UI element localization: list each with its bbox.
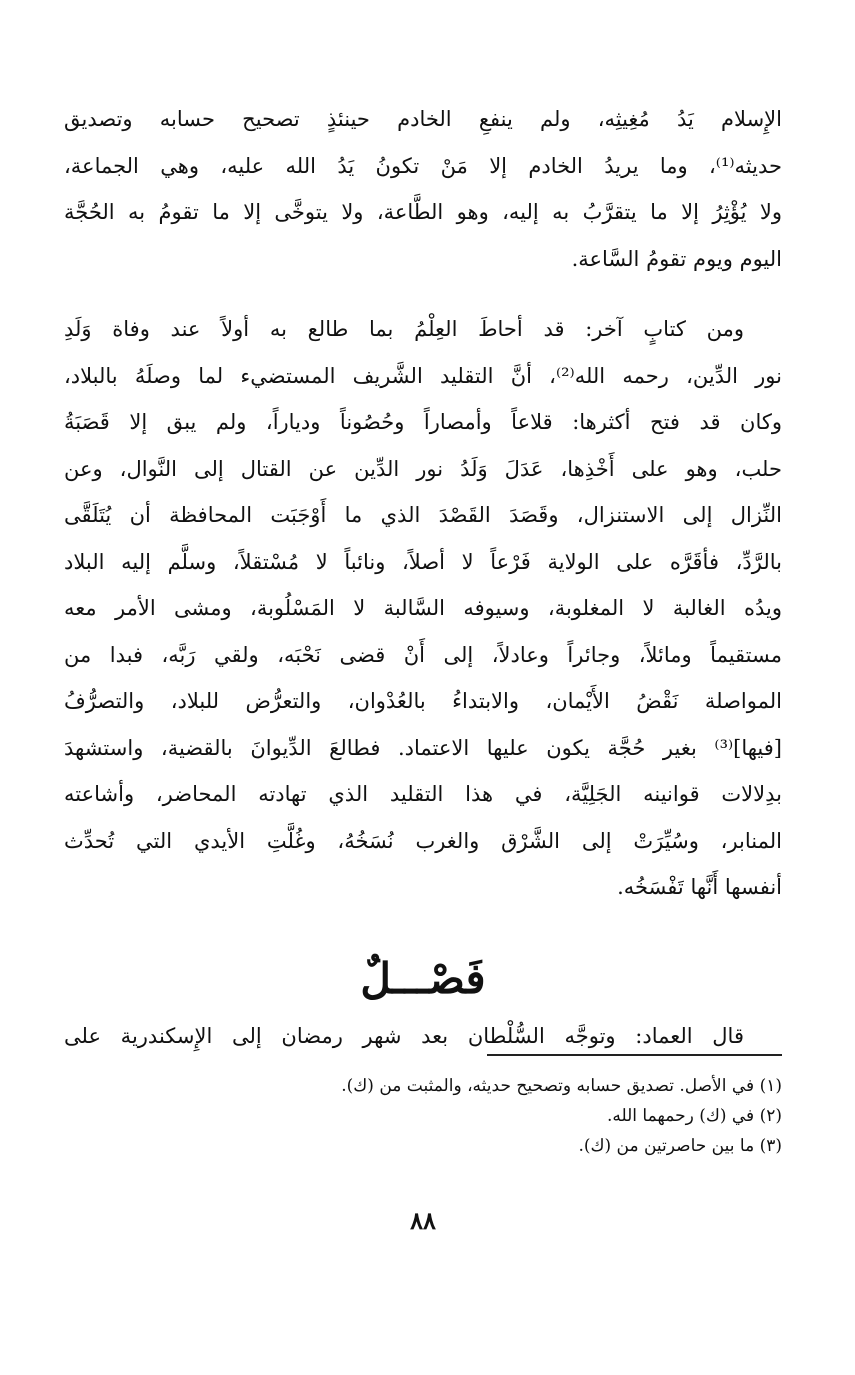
footnotes bbox=[64, 1071, 782, 1161]
text-line: الإِسلام يَدُ مُغِيثِه، ولم ينفعِ الخادم حينئذٍ تصحيح حسابه وتصديق bbox=[64, 107, 782, 131]
text-line: المنابر، وسُيِّرَتْ إلى الشَّرْق والغرب نُسَخُهُ، وغُلَّتِ الأيدي التي تُحدِّث bbox=[64, 828, 782, 853]
paragraph-1 bbox=[64, 96, 782, 282]
text-line: ولا يُؤْثِرُ إلا ما يتقرَّبُ به إليه، وهو الطَّاعة، ولا يتوخَّى إلا ما تقومُ به الحُجَّة bbox=[64, 200, 782, 224]
text-line: وكان قد فتح أكثرها: قلاعاً وأمصاراً وحُصُوناً ودياراً، ولم يبق إلا قَصَبَةُ bbox=[64, 410, 782, 434]
text-line: مستقيماً ومائلاً، وجائراً وعادلاً، إلى أَنْ قضى نَحْبَه، ولقي رَبَّه، فبدا من bbox=[64, 642, 782, 667]
text-line: اليوم ويوم تقومُ السَّاعة. bbox=[571, 246, 782, 271]
footnote-3: (٣) ما بين حاصرتين من (ك). bbox=[578, 1136, 782, 1156]
paragraph-3 bbox=[64, 1013, 782, 1060]
book-page bbox=[64, 96, 782, 1356]
text-line: قال العماد: وتوجَّه السُّلْطان بعد شهر رمضان إلى الإِسكندرية على bbox=[64, 1023, 744, 1048]
footnote-1: (١) في الأصل. تصديق حسابه وتصحيح حديثه، والمثبت من (ك). bbox=[341, 1076, 782, 1096]
text-line: حديثه⁽¹⁾، وما يريدُ الخادم إلا مَنْ تكونُ يَدُ الله عليه، وهي الجماعة، bbox=[64, 153, 782, 178]
text-line: [فيها]⁽³⁾ بغير حُجَّة يكون عليها الاعتماد. فطالعَ الدِّيوانَ بالقضية، واستشهدَ bbox=[64, 735, 782, 760]
text-line: النِّزال إلى الاستنزال، وقَصَدَ القَصْدَ الذي ما أَوْجَبَت المحافظة أن يُتَلَقَّى bbox=[64, 503, 782, 527]
footnote-separator bbox=[487, 1054, 782, 1056]
text-line: نور الدِّين، رحمه الله⁽²⁾، أنَّ التقليد الشَّريف المستضيء لما وصلَهُ بالبلاد، bbox=[64, 363, 782, 388]
section-heading: فَصْـــلٌ bbox=[360, 953, 486, 1003]
page-number: ٨٨ bbox=[410, 1206, 436, 1235]
text-line: حلب، وهو على أَخْذِها، عَدَلَ وَلَدُ نور الدِّين عن القتال إلى النَّوال، وعن bbox=[64, 456, 782, 481]
text-line: ويدُه الغالبة لا المغلوبة، وسيوفه السَّالبة لا المَسْلُوبة، ومشى الأمر معه bbox=[64, 596, 782, 620]
paragraph-2 bbox=[64, 306, 782, 911]
text-line: ومن كتابٍ آخر: قد أحاطَ العِلْمُ بما طالع به أولاً عند وفاة وَلَدِ bbox=[64, 317, 744, 341]
footnote-2: (٢) في (ك) رحمهما الله. bbox=[606, 1106, 782, 1126]
text-line: المواصلة نَقْضُ الأَيْمان، والابتداءُ بالعُدْوان، والتعرُّض للبلاد، والتصرُّفُ bbox=[64, 689, 782, 713]
text-line: أنفسها أَنَّها تَفْسَخُه. bbox=[617, 875, 782, 899]
text-line: بالرَّدِّ، فأقَرَّه على الولاية فَرْعاً لا أصلاً، ونائباً لا مُسْتقلاً، وسلَّم إليه البلاد bbox=[64, 549, 782, 574]
text-line: بدِلالات قوانينه الجَلِيَّة، في هذا التقليد الذي تهادته المحاضر، وأشاعته bbox=[64, 782, 782, 806]
